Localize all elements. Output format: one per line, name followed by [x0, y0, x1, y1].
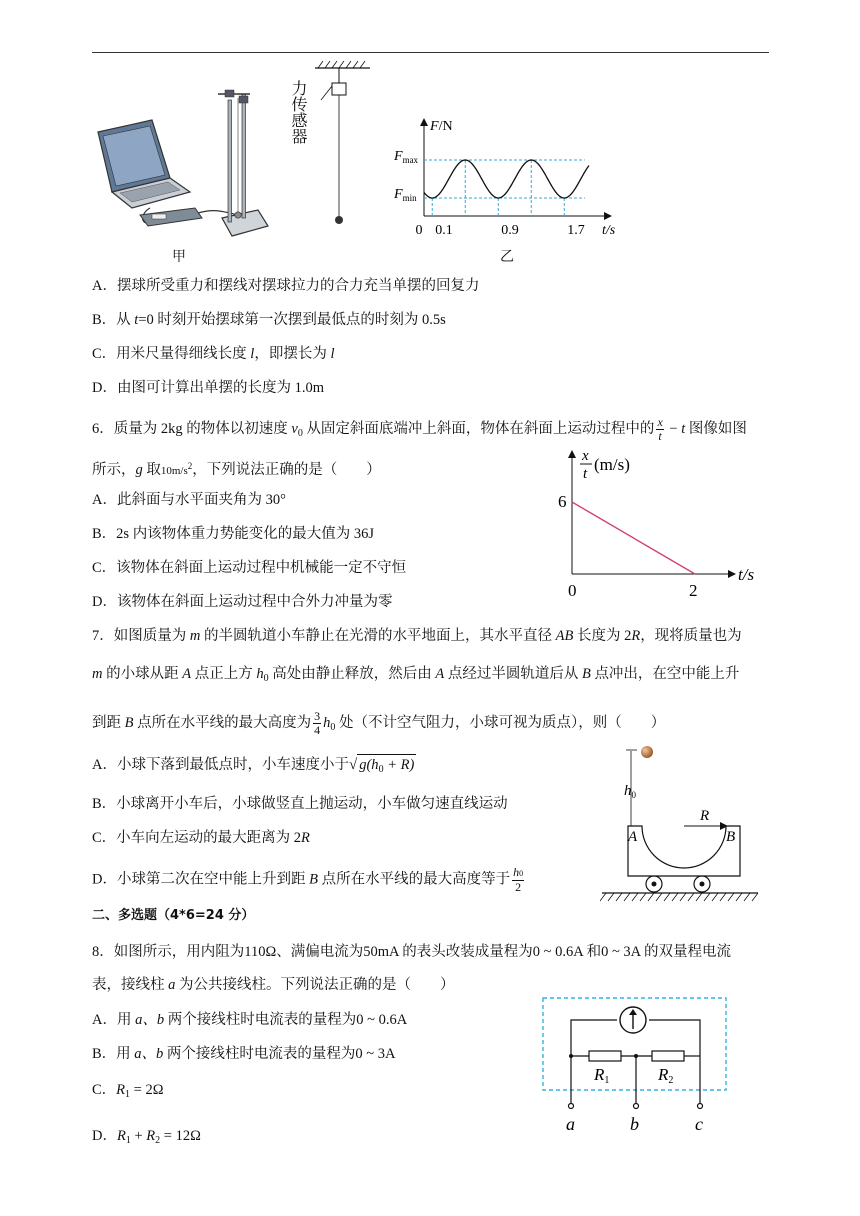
q6-stem-line1: 6．质量为 2kg 的物体以初速度 $v_0$ 从固定斜面底端冲上斜面，物体在斜面上运动过程中的 $\frac{x}{t}$ − t 图像如图: [92, 415, 747, 443]
point-b-label: B: [726, 829, 736, 845]
terminal-c-label: c: [695, 1114, 703, 1134]
figure-caption-jia: 甲: [172, 249, 186, 265]
q7-stem-line2: m 的小球从距 A 点正上方 $h_0$ 高处由静止释放，然后由 A 点经过半圆轨道后从 B 点冲出，在空中能上升: [92, 666, 740, 684]
header-rule: [92, 52, 769, 53]
figure-jia: [90, 80, 280, 245]
force-curve: [424, 160, 589, 198]
terminal-a-label: a: [566, 1114, 575, 1134]
tick-label-0.1: 0.1: [435, 223, 453, 238]
y-label-num: x: [582, 448, 589, 464]
resistor-r2: [652, 1051, 684, 1061]
figure-caption-yi: 乙: [500, 249, 514, 265]
q7-stem-line1: 7．如图质量为 m 的半圆轨道小车静止在光滑的水平地面上，其水平直径 AB 长度为 2R，现将质量也为: [92, 628, 742, 644]
q7-option-c: C．小车向左运动的最大距离为 2R: [92, 830, 310, 846]
q8-option-b: B．用 a、b 两个接线柱时电流表的量程为0 ~ 3A: [92, 1046, 396, 1062]
q5-option-a: A．摆球所受重力和摆线对摆球拉力的合力充当单摆的回复力: [92, 278, 480, 294]
pendulum-bob: [335, 216, 343, 224]
origin-label: 0: [568, 581, 577, 600]
tick-label-1.7: 1.7: [567, 223, 585, 238]
q7-option-b: B．小球离开小车后，小球做竖直上抛运动，小车做匀速直线运动: [92, 796, 508, 812]
terminal-b[interactable]: [634, 1104, 639, 1109]
sensor-label: 力传感器: [289, 80, 308, 144]
resistor-r1: [589, 1051, 621, 1061]
radius-label: R: [700, 808, 710, 824]
q6-option-b: B．2s 内该物体重力势能变化的最大值为 36J: [92, 526, 374, 542]
force-sensor-box: [332, 83, 346, 95]
terminal-c[interactable]: [698, 1104, 703, 1109]
q6-option-c: C．该物体在斜面上运动过程中机械能一定不守恒: [92, 560, 407, 576]
galvanometer-icon: [620, 1007, 646, 1033]
y-label-den: t: [583, 466, 588, 482]
h0-label: $h_0$: [624, 783, 636, 800]
r2-label: R2: [658, 1065, 674, 1086]
q8-stem-line2: 表，接线柱 a 为公共接线柱。下列说法正确的是（ ）: [92, 977, 455, 993]
y-label-unit: (m/s): [594, 455, 630, 474]
q6-option-a: A．此斜面与水平面夹角为 30°: [92, 492, 286, 508]
q5-option-d: D．由图可计算出单摆的长度为 1.0m: [92, 380, 324, 396]
section2-title: 二、多选题（4*6=24 分）: [92, 908, 255, 923]
q7-cart-figure: [600, 740, 760, 910]
laptop-icon: [98, 120, 190, 208]
q5-option-b: B．从 t=0 时刻开始摆球第一次摆到最低点的时刻为 0.5s: [92, 312, 446, 328]
q6-option-d: D．该物体在斜面上运动过程中合外力冲量为零: [92, 594, 393, 610]
terminal-a[interactable]: [569, 1104, 574, 1109]
q8-option-a: A．用 a、b 两个接线柱时电流表的量程为0 ~ 0.6A: [92, 1012, 408, 1028]
xt-line: [572, 502, 695, 574]
fmin-label: $F_{min}$: [394, 187, 417, 203]
q7-stem-line3: 到距 B 点所在水平线的最大高度为 $\frac{3}{4}$ $h_0$ 处（不计空气阻力，小球可视为质点），则（ ）: [92, 709, 666, 737]
dashed-guides: [424, 160, 585, 216]
q6-stem-line2: 所示，g 取$10m/s^2$，下列说法正确的是（ ）: [92, 461, 381, 478]
q8-stem-line1: 8．如图所示，用内阻为110Ω、满偏电流为50mA 的表头改装成量程为0 ~ 0.6A 和0 ~ 3A 的双量程电流: [92, 944, 731, 960]
origin-label: 0: [415, 223, 423, 238]
q7-option-d: D．小球第二次在空中能上升到距 B 点所在水平线的最大高度等于 $\frac{h0}{2}$: [92, 865, 524, 894]
q8-option-c: C．$R_1 = 2\Omega$: [92, 1082, 164, 1100]
iron-stand-icon: [218, 90, 268, 236]
tick-label-0.9: 0.9: [501, 223, 519, 238]
r1-label: R1: [594, 1065, 610, 1086]
cart-body: [628, 826, 740, 876]
x-end-label: 2: [689, 581, 698, 600]
data-collector-icon: [140, 208, 202, 226]
point-a-label: A: [628, 829, 638, 845]
q8-circuit-figure: [538, 996, 738, 1136]
y-start-label: 6: [558, 492, 567, 511]
ball: [641, 746, 653, 758]
terminal-b-label: b: [630, 1114, 639, 1134]
force-time-graph: [380, 112, 620, 242]
q6-xt-graph: [548, 446, 768, 602]
x-axis-label: t/s: [738, 565, 755, 584]
q7-option-a: A．小球下落到最低点时，小车速度小于√ $g(h_0 + R)$: [92, 754, 416, 780]
ceiling-hatch: [315, 61, 370, 68]
x-axis-label: t/s: [602, 223, 616, 238]
fmax-label: $F_{max}$: [394, 149, 419, 165]
y-axis-label: F/N: [430, 119, 453, 134]
q5-option-c: C．用米尺量得细线长度 l，即摆长为 l: [92, 346, 335, 362]
q8-option-d: D．$R_1 + R_2 = 12\Omega$: [92, 1128, 201, 1146]
